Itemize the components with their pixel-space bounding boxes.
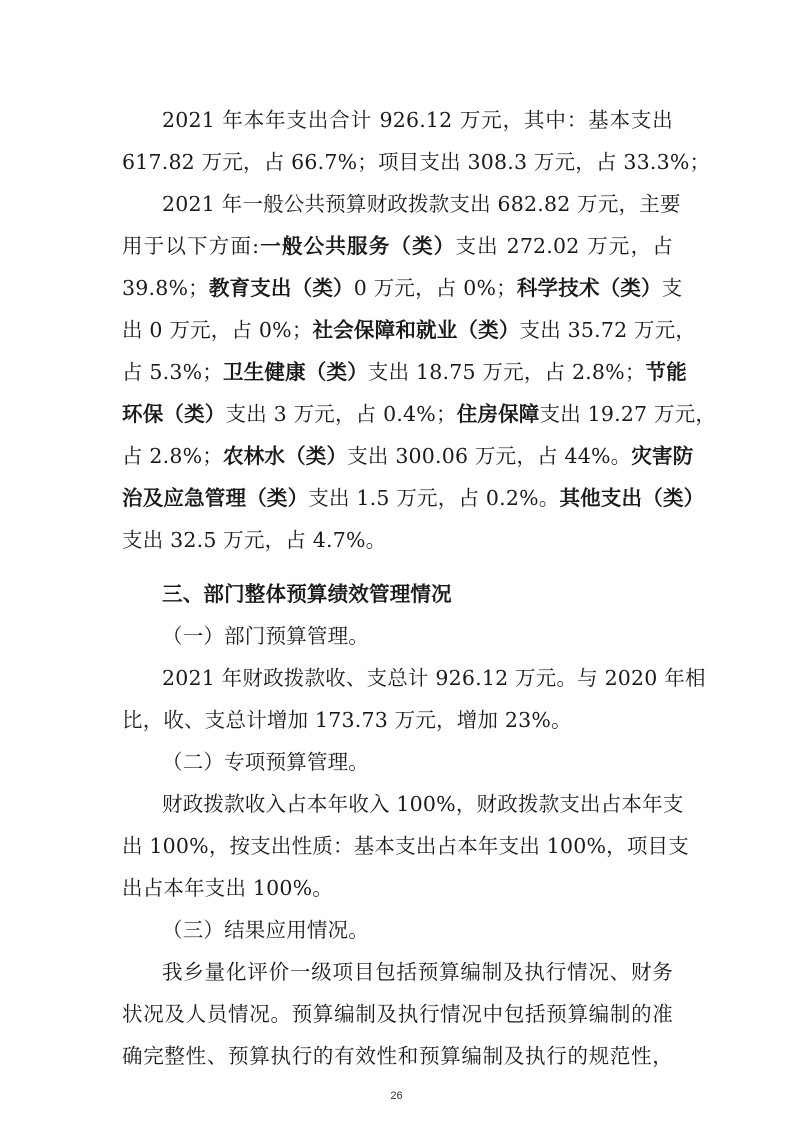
text: 我乡量化评价一级项目包括预算编制及执行情况、财务 bbox=[162, 960, 673, 984]
text: 支出 300.06 万元，占 44%。 bbox=[347, 444, 632, 468]
text: 出 100%，按支出性质：基本支出占本年支出 100%，项目支 bbox=[122, 834, 689, 858]
text: 财政拨款收入占本年收入 100%，财政拨款支出占本年支 bbox=[162, 792, 684, 816]
paragraph-line bbox=[122, 442, 694, 470]
category-term: 卫生健康（类） bbox=[223, 360, 368, 384]
paragraph-line bbox=[162, 106, 673, 134]
text: 2021 年财政拨款收、支总计 926.12 万元。与 2020 年相 bbox=[162, 666, 706, 690]
category-term: 环保（类） bbox=[122, 402, 226, 426]
category-term: 治及应急管理（类） bbox=[122, 486, 309, 510]
text: 比，收、支总计增加 173.73 万元，增加 23%。 bbox=[122, 708, 572, 732]
section-heading bbox=[162, 580, 673, 608]
subheading-text: （二）专项预算管理。 bbox=[162, 750, 369, 774]
text: 39.8%； bbox=[122, 276, 209, 300]
text: 0 万元，占 0%； bbox=[353, 276, 517, 300]
paragraph-line bbox=[122, 400, 717, 428]
subsection-heading bbox=[162, 748, 673, 776]
category-term: 节能 bbox=[645, 360, 687, 384]
paragraph-line bbox=[162, 664, 706, 692]
text: 状况及人员情况。预算编制及执行情况中包括预算编制的准 bbox=[122, 1002, 673, 1026]
text: 出 0 万元，占 0%； bbox=[122, 318, 313, 342]
text: 支出 1.5 万元，占 0.2%。 bbox=[308, 486, 560, 510]
text: 617.82 万元，占 66.7%；项目支出 308.3 万元，占 33.3%； bbox=[122, 150, 711, 174]
category-term: 住房保障 bbox=[456, 402, 540, 426]
text: 支出 18.75 万元，占 2.8%； bbox=[367, 360, 646, 384]
subheading-text: （一）部门预算管理。 bbox=[162, 624, 369, 648]
text: 支出 19.27 万元， bbox=[539, 402, 717, 426]
text: 支 bbox=[661, 276, 683, 300]
paragraph-line bbox=[122, 358, 687, 386]
paragraph-line bbox=[122, 148, 711, 176]
text: 用于以下方面: bbox=[122, 234, 260, 258]
subsection-heading bbox=[162, 916, 673, 944]
category-term: 科学技术（类） bbox=[516, 276, 662, 300]
category-term: 一般公共服务（类） bbox=[259, 234, 456, 258]
heading-text: 三、部门整体预算绩效管理情况 bbox=[162, 582, 452, 606]
page-number: 26 bbox=[390, 1090, 403, 1102]
paragraph-line bbox=[162, 790, 684, 818]
text: 出占本年支出 100%。 bbox=[122, 876, 334, 900]
paragraph-line bbox=[122, 832, 689, 860]
category-term: 农林水（类） bbox=[223, 444, 348, 468]
category-term: 灾害防 bbox=[631, 444, 694, 468]
text: 2021 年本年支出合计 926.12 万元，其中：基本支出 bbox=[162, 108, 673, 132]
subsection-heading bbox=[162, 622, 673, 650]
text: 占 5.3%； bbox=[122, 360, 223, 384]
paragraph-line bbox=[122, 1042, 673, 1070]
paragraph-line bbox=[122, 484, 705, 512]
category-term: 社会保障和就业（类） bbox=[312, 318, 520, 342]
subheading-text: （三）结果应用情况。 bbox=[162, 918, 369, 942]
text: 支出 3 万元，占 0.4%； bbox=[225, 402, 457, 426]
paragraph-line bbox=[162, 190, 681, 218]
paragraph-line bbox=[162, 958, 673, 986]
paragraph-line bbox=[122, 1000, 673, 1028]
text: 2021 年一般公共预算财政拨款支出 682.82 万元，主要 bbox=[162, 192, 681, 216]
paragraph-line bbox=[122, 706, 673, 734]
category-term: 教育支出（类） bbox=[208, 276, 354, 300]
paragraph-line bbox=[122, 874, 673, 902]
text: 确完整性、预算执行的有效性和预算编制及执行的规范性， bbox=[122, 1044, 673, 1068]
text: 支出 272.02 万元，占 bbox=[455, 234, 673, 258]
text: 占 2.8%； bbox=[122, 444, 223, 468]
category-term: 其他支出（类） bbox=[559, 486, 705, 510]
paragraph-line bbox=[122, 232, 673, 260]
paragraph-line bbox=[122, 526, 673, 554]
paragraph-line bbox=[122, 316, 697, 344]
text: 支出 35.72 万元， bbox=[519, 318, 697, 342]
paragraph-line bbox=[122, 274, 683, 302]
text: 支出 32.5 万元，占 4.7%。 bbox=[122, 528, 387, 552]
